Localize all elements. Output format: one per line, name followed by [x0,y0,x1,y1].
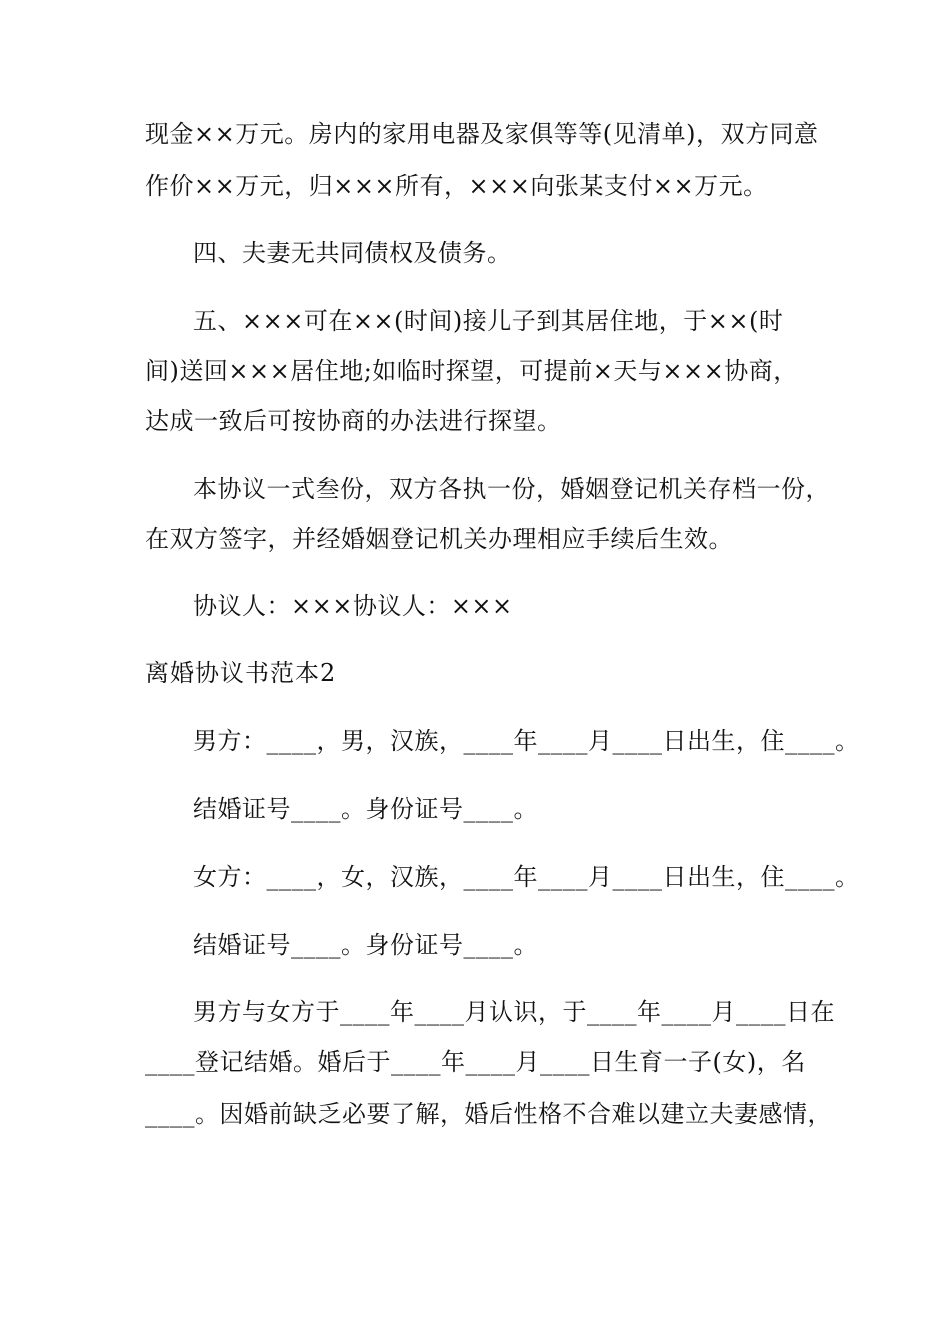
female-certificate-line: 结婚证号____。身份证号____。 [193,931,538,959]
closing-clause: 本协议一式叁份，双方各执一份，婚姻登记机关存档一份， [193,475,830,503]
text-line: 男方与女方于____年____月认识，于____年____月____日在 [193,998,835,1026]
section-heading: 离婚协议书范本2 [145,659,337,687]
male-certificate-line: 结婚证号____。身份证号____。 [193,795,538,823]
section-5: 五、×××可在××(时间)接儿子到其居住地，于××(时 [193,307,784,335]
section-4: 四、夫妻无共同债权及债务。 [193,239,512,267]
text-line: ____登记结婚。婚后于____年____月____日生育一子(女)，名 [145,1048,806,1076]
text-line: 间)送回×××居住地;如临时探望，可提前×天与×××协商， [145,357,798,385]
text-line: 现金××万元。房内的家用电器及家俱等等(见清单)，双方同意 [145,120,819,148]
text-line: 达成一致后可按协商的办法进行探望。 [145,407,562,435]
text-line: ____。因婚前缺乏必要了解，婚后性格不合难以建立夫妻感情， [145,1100,832,1128]
signatories-line: 协议人：×××协议人：××× [193,592,513,620]
male-party-line: 男方：____，男，汉族，____年____月____日出生，住____。 [193,727,860,755]
text-line: 作价××万元，归×××所有，×××向张某支付××万元。 [145,172,768,200]
female-party-line: 女方：____，女，汉族，____年____月____日出生，住____。 [193,863,860,891]
text-line: 在双方签字，并经婚姻登记机关办理相应手续后生效。 [145,525,733,553]
